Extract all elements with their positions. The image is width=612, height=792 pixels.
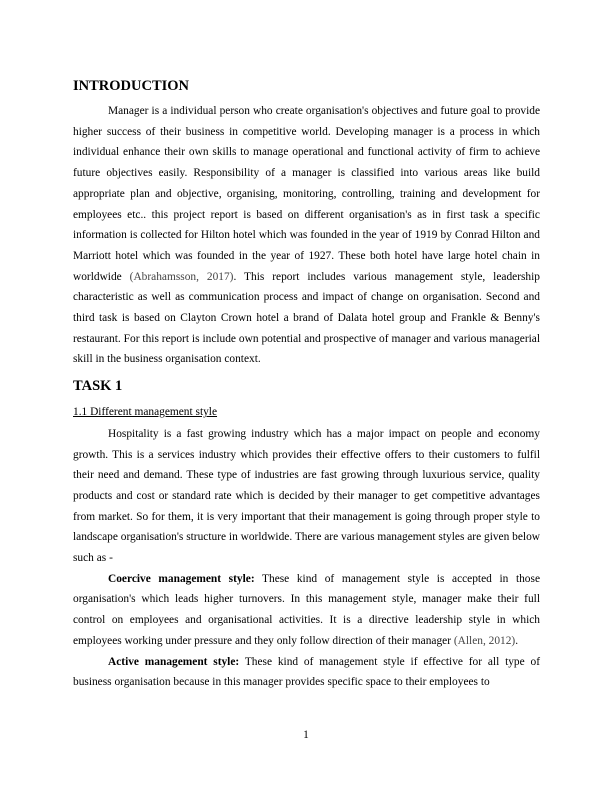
citation: (Abrahamsson, 2017) [129,270,234,283]
active-paragraph [73,652,540,693]
page-content [73,78,540,693]
introduction-text-tail: . This report includes various management style, leadership characteristic as well as communication process and impact of change on organisation. Second and third task is based on Clayton Crown hotel a brand of Dalata hotel group and Frankle & Benny's restaurant. For this report is include own potential and prospective of manager and various managerial skill in the business organisation context. [73,270,540,366]
coercive-paragraph [73,569,540,652]
introduction-text: Manager is a individual person who create organisation's objectives and future goal to provide higher success of their business in competitive world. Developing manager is a process in which individual enhance their own skills to manage operational and functional activity of firm to achieve future objectives easily. Responsibility of a manager is classified into various areas like build appropriate plan and objective, organising, monitoring, controlling, training and development for employees etc.. this project report is based on different organisation's as in first task a specific information is collected for Hilton hotel which was founded in the year of 1919 by Conrad Hilton and Marriott hotel which was founded in the year of 1927. These both hotel have large hotel chain in worldwide [73,105,540,283]
management-style-paragraph: Hospitality is a fast growing industry which has a major impact on people and economy growth. This is a services industry which provides their effective offers to their customers to fulfil their need and demand. These type of industries are fast growing through luxurious service, quality products and cost or standard rate which is decided by their manager to get competitive advantages from market. So for them, it is very important that their management is going through proper style to landscape organisation's structure in worldwide. There are various management styles are given below such as - [73,427,540,565]
active-text: These kind of management style if effective for all type of business organisation because in this manager provides specific space to their employees to [73,655,540,689]
coercive-label: Coercive management style: [108,572,255,585]
coercive-text: These kind of management style is accepted in those organisation's which leads higher turnovers. In this management style, manager make their full control on employees and organisational activities. It is a directive leadership style in which employees working under pressure and they only follow direction of their manager [73,572,540,647]
introduction-paragraph [73,101,540,370]
section-subheading: 1.1 Different management style [73,406,218,419]
task1-heading: TASK 1 [73,378,123,395]
page-number: 1 [303,729,309,741]
coercive-tail: . [515,634,519,647]
citation: (Allen, 2012) [453,634,516,647]
active-label: Active management style: [108,655,240,668]
introduction-heading: INTRODUCTION [73,78,190,94]
